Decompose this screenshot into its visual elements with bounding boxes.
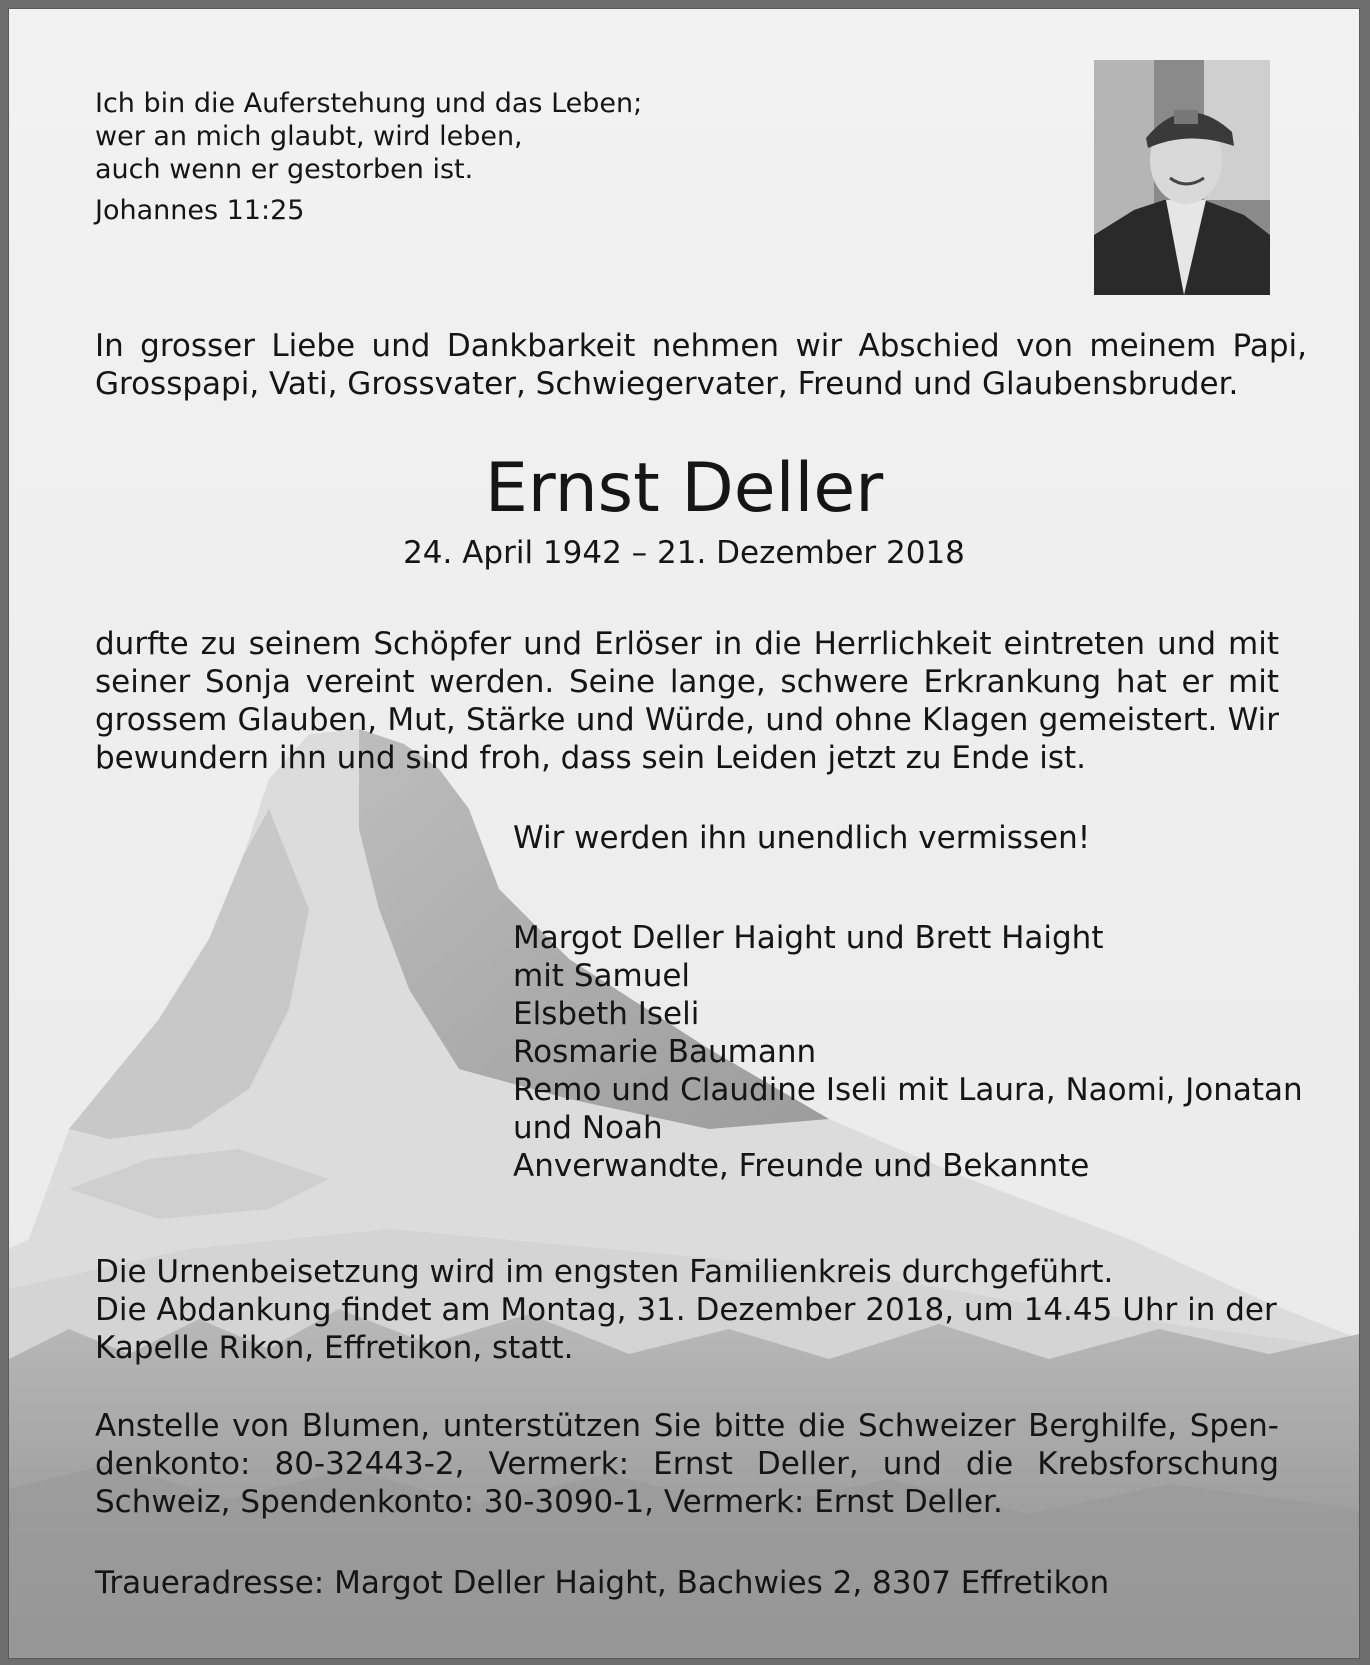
life-dates: 24. April 1942 – 21. Dezember 2018 [403, 535, 965, 571]
burial-info: Die Urnenbeisetzung wird im engsten Familienkreis durchgeführt. Die Abdankung findet am Montag, 31. Dezember 2018, um 14.45 Uhr in der Kapelle Rikon, Effretikon, statt. [95, 1254, 1277, 1366]
miss-line: Wir werden ihn unendlich vermissen! [513, 820, 1091, 856]
bible-verse-reference: Johannes 11:25 [95, 195, 305, 226]
mourning-address: Traueradresse: Margot Deller Haight, Bachwies 2, 8307 Effretikon [95, 1565, 1110, 1601]
mourner-line: und Noah [513, 1110, 663, 1146]
mourner-line: Anverwandte, Freunde und Bekannte [513, 1148, 1090, 1184]
mourner-line: Rosmarie Baumann [513, 1034, 817, 1070]
main-paragraph: durfte zu seinem Schöpfer und Erlöser in die Herrlichkeit eintreten und mit seiner Sonja vereint werden. Seine lange, schwere Erkrankung hat er mit grossem Glauben, Mut, Stärke und Würde, und ohne Klagen gemeistert. Wir bewundern ihn und sind froh, dass sein Leiden jetzt zu Ende ist. [95, 626, 1279, 776]
mourner-line: Remo und Claudine Iseli mit Laura, Naomi, Jonatan [513, 1072, 1303, 1108]
bible-verse: Ich bin die Auferstehung und das Leben; wer an mich glaubt, wird leben, auch wenn er gestorben ist. [95, 88, 643, 185]
portrait-photo [1094, 60, 1270, 295]
donation-info: Anstelle von Blumen, unterstützen Sie bitte die Schweizer Berghilfe, Spen-denkonto: 80-32443-2, Vermerk: Ernst Deller, und die Krebsforschung Schweiz, Spendenkonto: 30-3090-1, Vermerk: Ernst Deller. [95, 1408, 1279, 1520]
mourner-line: Margot Deller Haight und Brett Haight [513, 920, 1104, 956]
deceased-name: Ernst Deller [484, 449, 884, 528]
mourners-list [513, 919, 1343, 1185]
obituary-notice [8, 8, 1360, 1659]
farewell-intro: In grosser Liebe und Dankbarkeit nehmen wir Abschied von meinem Papi, Grosspapi, Vati, Grossvater, Schwiegervater, Freund und Glaubensbruder. [95, 328, 1307, 402]
mourner-line: Elsbeth Iseli [513, 996, 700, 1032]
mourner-line: mit Samuel [513, 958, 691, 994]
